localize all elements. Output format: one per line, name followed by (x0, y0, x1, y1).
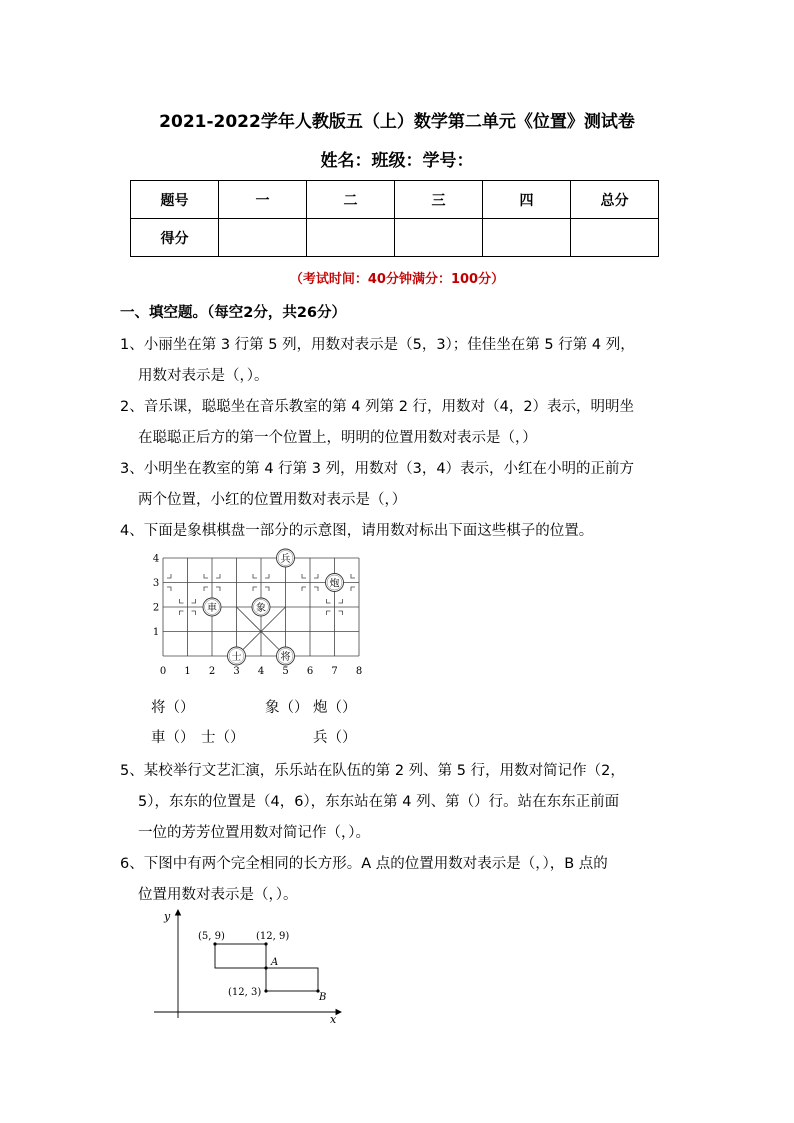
chess-piece (277, 647, 295, 665)
x-tick-label: 2 (208, 666, 216, 677)
y-tick-label: 3 (152, 578, 160, 589)
point-a-label: A (271, 957, 279, 968)
x-tick-label: 0 (159, 666, 167, 677)
answer-che: 車（） (151, 730, 195, 746)
point-b-label: B (319, 992, 327, 1003)
point-a (264, 966, 267, 969)
chess-piece (252, 598, 270, 616)
chess-x-ticks (160, 666, 362, 677)
score-cell: 得分 (131, 219, 219, 257)
exam-note: （考试时间：40分钟满分：100分） (289, 272, 505, 287)
page-title: 2021-2022学年人教版五（上）数学第二单元《位置》测试卷 (159, 112, 635, 132)
y-tick-label: 1 (152, 627, 160, 638)
x-tick-label: 3 (233, 666, 240, 677)
question-line: 4、下面是象棋棋盘一部分的示意图，请用数对标出下面这些棋子的位置。 (120, 523, 594, 539)
y-axis-label: y (164, 910, 171, 923)
score-cell: 题号 (131, 181, 219, 219)
chess-piece (228, 647, 246, 665)
question-line: 用数对表示是（，）。 (138, 368, 269, 384)
points (213, 942, 319, 992)
answer-pao: 炮（） (313, 700, 357, 716)
score-table-score-row (131, 219, 659, 257)
score-cell: 一 (219, 181, 307, 219)
x-tick-label: 4 (257, 666, 265, 677)
rectangle-upper (215, 944, 266, 968)
y-axis-arrow (176, 910, 181, 915)
question-line: 5、某校举行文艺汇演，乐乐站在队伍的第 2 列、第 5 行，用数对简记作（2， (120, 763, 625, 779)
score-entry-cell[interactable] (483, 219, 571, 257)
chess-piece-label: 将 (280, 651, 291, 663)
question-line: 位置用数对表示是（，）。 (138, 887, 298, 903)
point-label: (12, 9) (256, 931, 290, 942)
point-label: (5, 9) (198, 931, 225, 942)
answer-shi: 士（） (201, 730, 245, 746)
student-info-line: 姓名：班级：学号： (320, 151, 474, 171)
score-cell: 四 (483, 181, 571, 219)
answer-jiang: 将（） (151, 700, 195, 716)
score-table-header-row (131, 181, 659, 219)
question-line: 3、小明坐在教室的第 4 行第 3 列，用数对（3，4）表示，小红在小明的正前方 (120, 461, 635, 477)
point-label: (12, 3) (228, 987, 262, 998)
answer-xiang: 象（） (265, 700, 309, 716)
score-entry-cell[interactable] (395, 219, 483, 257)
score-entry-cell[interactable] (219, 219, 307, 257)
point (213, 942, 216, 945)
section-title: 一、填空题。（每空2分，共26分） (120, 305, 347, 321)
question-line: 两个位置，小红的位置用数对表示是（，） (138, 492, 407, 508)
x-axis-label: x (330, 1013, 337, 1026)
rectangles-coordinate-diagram (150, 906, 350, 1026)
score-entry-cell[interactable] (571, 219, 659, 257)
rectangle-lower (266, 968, 318, 991)
x-tick-label: 6 (306, 666, 314, 677)
chess-piece-label: 兵 (280, 553, 291, 565)
chess-piece-label: 士 (231, 651, 242, 663)
point (264, 942, 267, 945)
chess-piece (277, 549, 295, 567)
score-entry-cell[interactable] (307, 219, 395, 257)
score-cell: 总分 (571, 181, 659, 219)
x-tick-label: 8 (355, 666, 363, 677)
question-line: 5），东东的位置是（4，6），东东站在第 4 列、第（）行。站在东东正前面 (138, 794, 620, 810)
x-tick-label: 1 (184, 666, 191, 677)
question-line: 2、音乐课，聪聪坐在音乐教室的第 4 列第 2 行，用数对（4，2）表示，明明坐 (120, 399, 635, 415)
point (264, 989, 267, 992)
chess-y-ticks (153, 554, 159, 639)
y-tick-label: 2 (152, 602, 160, 614)
score-cell: 二 (307, 181, 395, 219)
question-line: 在聪聪正后方的第一个位置上，明明的位置用数对表示是（，） (138, 430, 537, 446)
score-table (130, 180, 659, 257)
x-tick-label: 5 (282, 666, 289, 677)
y-tick-label: 4 (152, 553, 160, 565)
x-tick-label: 7 (331, 666, 338, 677)
chess-piece (203, 598, 221, 616)
chess-piece-label: 炮 (329, 578, 340, 590)
score-cell: 三 (395, 181, 483, 219)
chess-piece-label: 車 (207, 602, 217, 614)
chess-piece-label: 象 (256, 602, 266, 614)
question-line: 一位的芳芳位置用数对简记作（，）。 (138, 825, 370, 841)
chess-board-diagram (150, 548, 370, 680)
answer-bing: 兵（） (313, 730, 357, 746)
chess-piece (326, 574, 344, 592)
x-axis-arrow (336, 1010, 341, 1015)
question-line: 1、小丽坐在第 3 行第 5 列，用数对表示是（5，3）；佳佳坐在第 5 行第 4 列， (120, 337, 635, 353)
question-line: 6、下图中有两个完全相同的长方形。A 点的位置用数对表示是（，），B 点的 (120, 856, 608, 872)
